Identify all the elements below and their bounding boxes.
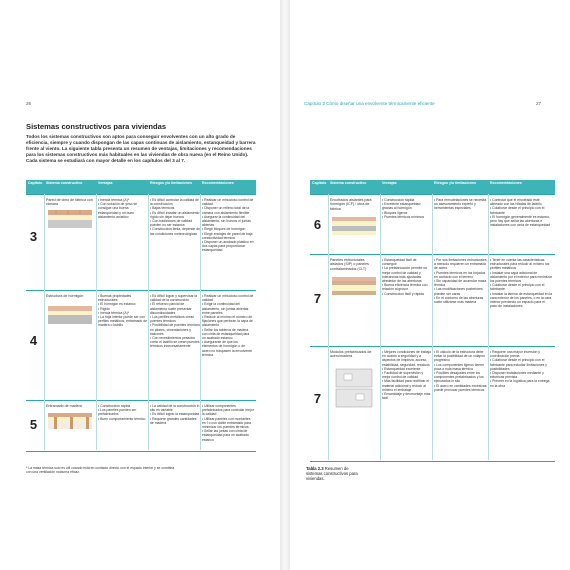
ventajas-cell: • Mejores condiciones de trabajo en cuanto a seguridad y a aspectos de limpieza, acceso, estabilidad, seguridad, residuos • Estanqueidad excelente • Facilidad de supervisión y mejor control de calidad • Más facilidad para rectificar el material adicional y reducir al mínimo el embalaje • Ensamblaje y desmontaje más fácil (382, 350, 432, 401)
caption-text: Resumen de sistemas constructivos para viviendas. (306, 466, 358, 481)
table-row (26, 400, 256, 452)
section-heading: Sistemas constructivos para viviendas (26, 122, 167, 131)
column-divider (148, 194, 149, 450)
system-title: Módulos prefabricados de acero/madera (330, 350, 372, 359)
sip-panel-illustration (332, 277, 376, 295)
recomendaciones-cell: • Requiere una mayor inversión y coordinación previa • Colaborar desde el principio con el fabricante para estudiar limitaciones y posibilidades • Disponer instalaciones mediante y eléctricas prevista • Preveer en la logística para la entrega en la obra (490, 350, 550, 388)
table-header (26, 180, 256, 194)
header-capitulo: Capítulo (312, 181, 327, 185)
icf-illustration (332, 217, 376, 235)
header-ventajas: Ventajas (98, 181, 113, 185)
column-divider (432, 194, 433, 460)
riesgos-cell: • Es difícil controlar la calidad de la construcción • Bajas térmicos • Es difícil instalar un aislamiento rígido sin dejar huecos • Con tradiciones de calidad pueden no ser estanca • Construcción lenta, depende de las condiciones meteorológicas (150, 198, 200, 236)
intro-paragraph: Todos los sistemas constructivos son aptos para conseguir envolventes con un alto grado de eficiencia, siempre y cuando dispongan de las capas continuas de aislamiento, estanqueidad y barrera frente al viento. La siguiente tabla presenta un resumen de ventajas, limitaciones y recomendaciones para los sistemas constructivos más habituales en las viviendas de obra nueva (en el Reino Unido). Cada sistema se estudiará con mayor detalle en los capítulos del 3 al 7. (26, 134, 256, 164)
column-divider (488, 194, 489, 460)
caption-label: Tabla 2.3 (306, 466, 324, 471)
column-divider (44, 194, 45, 450)
chapter-number: 7 (313, 391, 322, 406)
riesgos-cell: • La calidad de la construcción in situ es variable • Es difícil lograr la estanqueidad • Requiere grandes cantidades de madera (150, 404, 200, 425)
table-header (310, 180, 555, 194)
riesgos-cell: • Para remodelaciones se necesita un asesoramiento experto y herramientas especiales (434, 198, 487, 211)
left-page (0, 0, 280, 570)
riesgos-cell: • El cálculo de la estructura debe evitar la posibilidad de un colapso progresivo • Los componentes ligeros tienen poca o nula masa térmica • Posibles desajustes entre los componentes prefabricados y los ejecutados in situ • El acero en cantidades excesivas puede provocar puentes térmicos (434, 350, 487, 392)
table-row (26, 194, 256, 291)
ventajas-cell: • Construcción rápida • Los paneles pueden ser prefabricados • Buen comportamiento térmico (98, 404, 146, 421)
header-sistema: Sistema constructivo (46, 181, 83, 185)
recomendaciones-cell: • Utilizar componentes prefabricados para controlar mejor la calidad • Utilizar paneles con montantes en I o con doble entramado para minimizar los puentes térmicos • Sellar las juntas con cinta de estanqueidad para un acabado estanco (202, 404, 254, 442)
page-number-right: 27 (536, 101, 542, 106)
book-gutter (280, 0, 290, 570)
recomendaciones-cell: • Realizar un minucioso control de calidad • Disponer un relleno total de la cámara con aislamiento flexible • Asegurar la continuidad del aislamiento, sin huecos ni juntas abiertas • Elegir bloques de hormigón • Elegir enclajes de pared de baja conductividad térmica • Disponer un acabado plástico en dos capas para proporcionar estanqueidad (202, 198, 254, 253)
table-footnote: * La masa térmica solo es útil cuando está en contacto directo con el espacio interior y se combina con una ventilación nocturna eficaz. (26, 466, 175, 475)
systems-table-right (310, 180, 555, 460)
ventajas-cell: • Construcción rápida • Excelente estanqueidad gracias al hormigón • Bloques ligeros • Puentes térmicos mínimos (382, 198, 425, 219)
timber-frame-illustration (48, 413, 92, 429)
ventajas-cell: • Inercia térmica (A)* • Con solución de yeso se consigue una buena estanqueidad y un buen aislamiento acústico (98, 198, 138, 219)
recomendaciones-cell: • Controlar que el encofrado esté alineado con las hiladas de ladrillo • Colaborar desde el principio con el fabricante • El hormigón generalmente es estanco, pero hay que sellar las aberturas e instalaciones con cinta de estanqueidad (490, 198, 551, 228)
chapter-number: 4 (29, 333, 38, 348)
chapter-number: 6 (313, 217, 322, 232)
column-divider (380, 194, 381, 460)
column-divider (328, 194, 329, 460)
brick-wall-illustration (48, 210, 92, 228)
chapter-number: 3 (29, 229, 38, 244)
ventajas-cell: • Buenas propiedades estructurales • El hormigón es estanco • Rígido • Inercia térmica (A)* • La hoja interior puede ser con perfiles metálicos, entramado de madera o ladrillo (98, 294, 148, 328)
modular-illustration (332, 367, 376, 411)
system-title: Entramado de madera (46, 404, 82, 408)
system-title: Estructura de hormigón (46, 294, 84, 298)
chapter-number: 5 (29, 417, 38, 432)
column-divider (96, 194, 97, 450)
ventajas-cell: • Estanqueidad fácil de conseguir • La prefabricación permite un mejor control de calidad y tolerancias más ajustadas alrededor de las aberturas • Buena eficiencia térmica con relación al grosor • Construcción fácil y rápida (382, 258, 428, 296)
column-divider (200, 194, 201, 450)
riesgos-cell: • Es difícil lograr y supervisar la calidad de la construcción • El refuerzo parcial de aislamiento suele presentar discontinuidades • Los perfiles metálicos crean puentes térmicos • Posibilidad de puentes térmicos en pilares, cimentaciones y balcones • Con revestimientos pesados como el ladrillo se crean puentes térmicos innecesariamente (150, 294, 200, 349)
systems-table-left (26, 180, 256, 450)
header-recomendaciones: Recomendaciones (490, 181, 522, 185)
header-recomendaciones: Recomendaciones (202, 181, 234, 185)
header-ventajas: Ventajas (382, 181, 397, 185)
header-riesgos: Riesgos y/o limitaciones (434, 181, 476, 185)
concrete-frame-illustration (48, 306, 92, 324)
header-riesgos: Riesgos y/o limitaciones (150, 181, 192, 185)
running-head: Capítulo 2 Cómo diseñar una envolvente térmicamente eficiente (304, 101, 435, 106)
right-page (290, 0, 570, 570)
header-sistema: Sistema constructivo (330, 181, 367, 185)
riesgos-cell: • Por sus limitaciones estructurales, a menudo requieren un entramado de acero • Puentes térmicos en los forjados en contacto con el terreno • Sin capacidad de acumular masa térmica • Las modificaciones posteriores pueden ser caras • En el contorno de las aberturas suele utilizarse más madera (434, 258, 488, 305)
recomendaciones-cell: • Realizar un minucioso control de calidad • Exigir la continuidad del aislamiento, sin juntas abiertas entre paneles • Reducir al mínimo el número de fijaciones que perforan la capa de aislamiento • Sellar los tableros de madera con cinta de estanqueidad para un acabado estanco • Asegurarse de que los elementos de hormigón o de acero no traspasen la envolvente térmica (202, 294, 254, 357)
table-row (26, 290, 256, 401)
table-caption (306, 466, 366, 481)
system-title: Encofrados aislantes para hormigón (ICF) / obra de fábrica (330, 198, 372, 211)
recomendaciones-cell: • Tener en cuenta las características estructurales para reducir al mínimo los perfiles metálicos • Instalar una capa adicional de aislamiento por el exterior para minimizar los puentes térmicos • Colaborar desde el principio con el fabricante • Instalar la lámina de estanqueidad en la cara exterior de los paneles, o en la cara interior previendo un espacio para el paso de instalaciones (490, 258, 553, 309)
chapter-number: 7 (313, 291, 322, 306)
system-title: Pared de cimo de fábrica con cámara (46, 198, 93, 207)
header-capitulo: Capítulo (28, 181, 43, 185)
system-title: Paneles estructurales aislados (SIP) o paneles contralaminados (CLT) (330, 258, 369, 271)
page-number-left: 26 (26, 101, 32, 106)
